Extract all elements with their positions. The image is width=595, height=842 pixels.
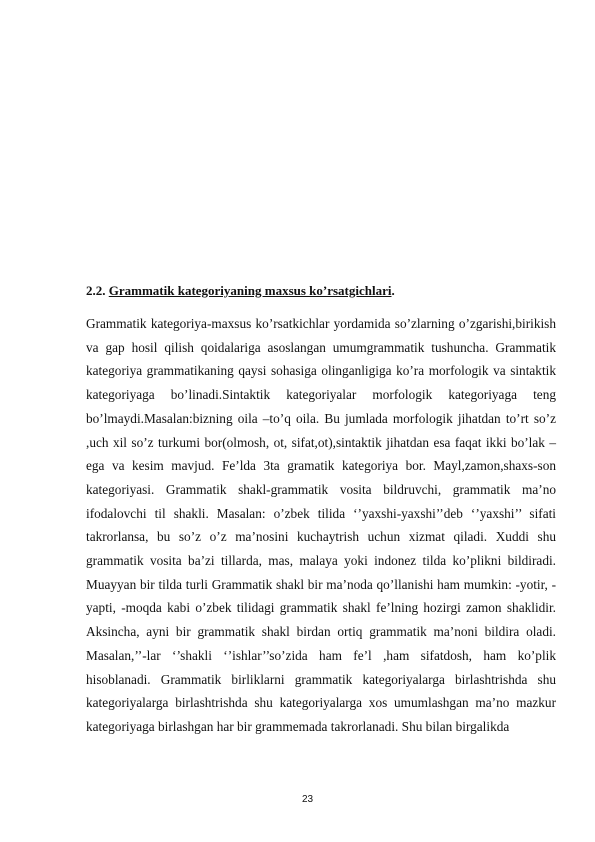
page-number: 23 (301, 794, 314, 805)
section-heading (86, 279, 556, 303)
section-heading-period: . (391, 283, 395, 298)
section-title-link[interactable]: Grammatik kategoriyaning maxsus ko’rsatgichlari (108, 283, 392, 298)
body-paragraph: Grammatik kategoriya-maxsus ko’rsatkichlar yordamida so’zlarning o’zgarishi,birikish va gap hosil qilish qoidalariga asoslangan umumgrammatik tushuncha. Grammatik kategoriya grammatikaning qaysi sohasiga olinganligiga ko’ra morfologik va sintaktik kategoriyaga bo’linadi.Sintaktik kategoriyalar morfologik kategoriyaga teng bo’lmaydi.Masalan:bizning oila –to’q oila. Bu jumlada morfologik jihatdan to’rt so’z ,uch xil so’z turkumi bor(olmosh, ot, sifat,ot),sintaktik jihatdan esa faqat ikki bo’lak –ega va kesim mavjud. Fe’lda 3ta gramatik kategoriya bor. Mayl,zamon,shaxs-son kategoriyasi. Grammatik shakl-grammatik vosita bildruvchi, grammatik ma’no ifodalovchi til shakli. Masalan: o’zbek tilida ‘’yaxshi-yaxshi’’deb ‘’yaxshi’’ sifati takrorlansa, bu so’z o’z ma’nosini kuchaytrish uchun xizmat qiladi. Xuddi shu grammatik vosita ba’zi tillarda, mas, malaya yoki indonez tilda ko’plikni bildiradi. Muayyan bir tilda turli Grammatik shakl bir ma’noda qo’llanishi ham mumkin: -yotir, -yapti, -moqda kabi o’zbek tilidagi grammatik shakl fe’lning hozirgi zamon shaklidir. Aksincha, ayni bir grammatik shakl birdan ortiq grammatik ma’noni bildira oladi. Masalan,’’-lar ‘’shakli ‘’ishlar’’so’zida ham fe’l ,ham sifatdosh, ham ko’plik hisoblanadi. Grammatik birliklarni grammatik kategoriyalarga birlashtrishda shu kategoriyalarga birlashtrishda shu kategoriyalarga xos umumlashgan ma’no mazkur kategoriyaga birlashgan har bir grammemada takrorlanadi. Shu bilan birgalikda (86, 316, 556, 734)
section-number: 2.2. (86, 283, 109, 298)
